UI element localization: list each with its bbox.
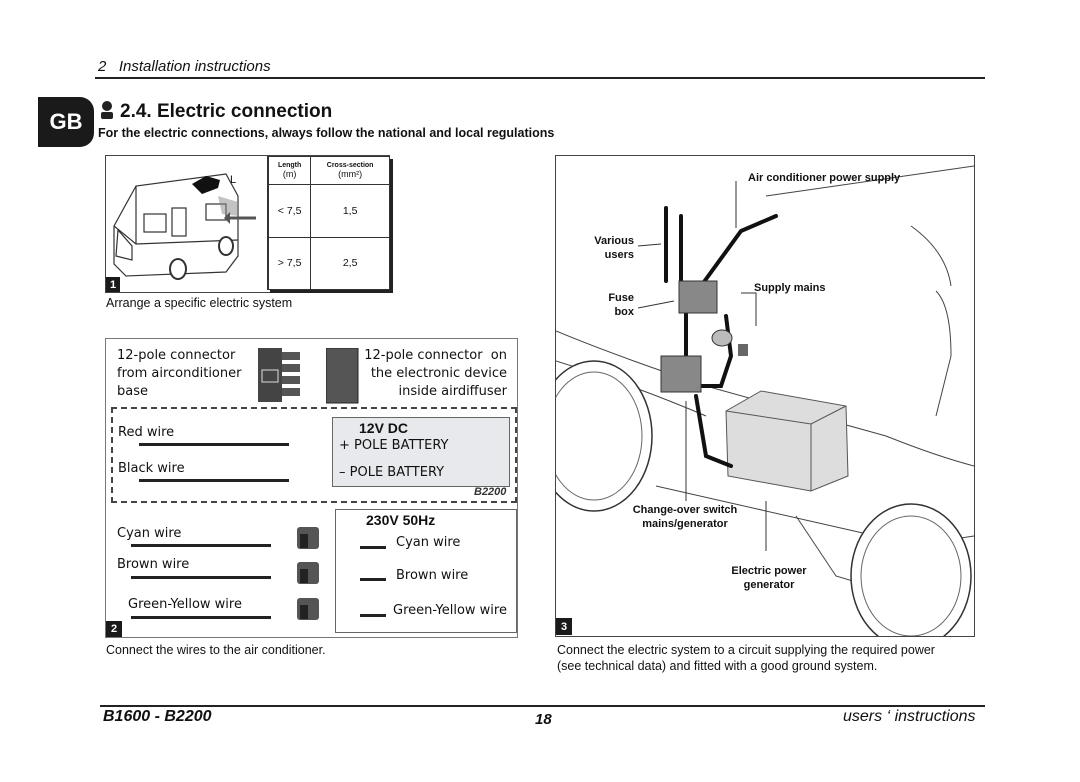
green-yellow-wire-label: Green-Yellow wire bbox=[128, 597, 242, 612]
cyan-legend-label: Cyan wire bbox=[396, 535, 461, 550]
green-yellow-wire bbox=[131, 616, 271, 619]
figure-1 bbox=[105, 155, 390, 293]
terminal-icon bbox=[294, 524, 324, 554]
dc-legend bbox=[332, 417, 510, 487]
van-illustration bbox=[106, 156, 266, 290]
right-connector-label: 12-pole connector on the electronic device inside airdiffuser bbox=[364, 348, 507, 399]
table-cell: > 7,5 bbox=[269, 237, 311, 290]
figure-number: 1 bbox=[106, 277, 120, 292]
brown-wire bbox=[131, 576, 271, 579]
ac-title: 230V 50Hz bbox=[366, 512, 436, 528]
footer-model: B1600 - B2200 bbox=[103, 708, 212, 725]
footer-rule bbox=[100, 705, 985, 707]
fuse-box-label: Fuse box bbox=[608, 292, 634, 318]
terminal-icon bbox=[294, 595, 324, 625]
model-label: B2200 bbox=[474, 486, 507, 498]
section-header: 2 Installation instructions bbox=[98, 58, 271, 75]
cyan-wire-label: Cyan wire bbox=[117, 526, 182, 541]
generator-label: Electric power generator bbox=[731, 565, 807, 591]
footer-doc-title: users ‘ instructions bbox=[843, 708, 976, 725]
installer-icon bbox=[99, 100, 115, 125]
figure-number: 3 bbox=[556, 618, 572, 635]
red-wire-label: Red wire bbox=[118, 425, 175, 440]
black-wire bbox=[139, 479, 289, 482]
various-users-label: Various users bbox=[594, 235, 634, 261]
figure-3 bbox=[555, 155, 975, 637]
minus-pole-label: – POLE BATTERY bbox=[339, 465, 445, 480]
red-wire bbox=[139, 443, 289, 446]
ac-legend bbox=[335, 509, 517, 633]
green-yellow-legend-label: Green-Yellow wire bbox=[393, 603, 507, 618]
change-over-switch-label: Change-over switch mains/generator bbox=[632, 504, 738, 530]
black-wire-label: Black wire bbox=[118, 461, 185, 476]
table-cell: < 7,5 bbox=[269, 185, 311, 238]
figure-2 bbox=[105, 338, 518, 638]
table-cell: 2,5 bbox=[311, 237, 390, 290]
connector-plug-icon bbox=[256, 348, 304, 402]
connector-socket-icon bbox=[326, 348, 360, 404]
brown-legend-label: Brown wire bbox=[396, 568, 469, 583]
cyan-wire-sample bbox=[360, 546, 386, 549]
left-connector-label: 12-pole connector from airconditioner base bbox=[117, 348, 242, 399]
figure-3-caption-line1: Connect the electric system to a circuit supplying the required power bbox=[557, 643, 935, 657]
figure-3-caption-line2: (see technical data) and fitted with a good ground system. bbox=[557, 659, 878, 673]
terminal-icon bbox=[294, 559, 324, 589]
length-header: Length (m) bbox=[269, 157, 311, 185]
header-rule bbox=[95, 77, 985, 79]
supply-mains-label: Supply mains bbox=[754, 282, 826, 294]
page-number: 18 bbox=[535, 711, 552, 728]
page-subtitle: For the electric connections, always follow the national and local regulations bbox=[98, 126, 555, 140]
figure-number: 2 bbox=[106, 621, 122, 637]
language-badge: GB bbox=[38, 97, 94, 147]
section-header-cell: Cross-section (mm²) bbox=[311, 157, 390, 185]
brown-wire-label: Brown wire bbox=[117, 557, 190, 572]
cyan-wire bbox=[131, 544, 271, 547]
length-marker: L bbox=[230, 174, 237, 186]
plus-pole-label: + POLE BATTERY bbox=[339, 438, 449, 453]
table-cell: 1,5 bbox=[311, 185, 390, 238]
figure-2-caption: Connect the wires to the air conditioner. bbox=[106, 643, 326, 657]
figure-1-caption: Arrange a specific electric system bbox=[106, 296, 293, 310]
dc-title: 12V DC bbox=[359, 420, 409, 436]
brown-wire-sample bbox=[360, 578, 386, 581]
ac-supply-label: Air conditioner power supply bbox=[748, 172, 901, 184]
cable-table bbox=[267, 156, 390, 290]
page-title: 2.4. Electric connection bbox=[120, 101, 333, 122]
green-yellow-wire-sample bbox=[360, 614, 386, 617]
